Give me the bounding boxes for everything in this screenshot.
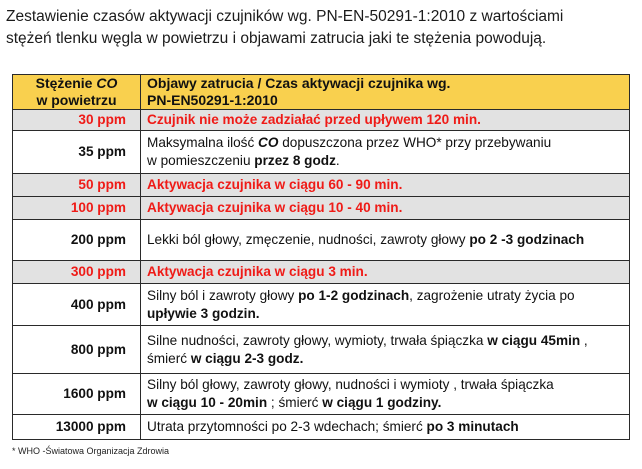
bold-span: upływie 3 godzin. (147, 305, 260, 321)
concentration-cell: 300 ppm (13, 261, 141, 284)
concentration-cell: 50 ppm (13, 174, 141, 197)
header-symptoms-label: Objawy zatrucia / Czas aktywacji czujnika wg. (147, 75, 451, 91)
concentration-cell: 100 ppm (13, 197, 141, 220)
header-co-label: CO (96, 75, 118, 91)
concentration-cell: 1600 ppm (13, 374, 141, 415)
footnote: * WHO -Światowa Organizacja Zdrowia (12, 446, 170, 456)
bold-span: po 2 -3 godzinach (469, 232, 585, 247)
text-span: ; śmierć (267, 395, 323, 410)
table-row (13, 261, 630, 284)
header-in-air-label: w powietrzu (36, 92, 117, 108)
description-cell: Aktywacja czujnika w ciągu 3 min. (141, 261, 630, 284)
description-cell: Czujnik nie może zadziałać przed upływem 120 min. (141, 110, 630, 131)
text-span: Silny ból głowy, zawroty głowy, nudności i wymioty , trwała śpiączka (147, 377, 554, 392)
header-concentration-label: Stężenie (35, 75, 97, 91)
concentration-cell: 13000 ppm (13, 415, 141, 440)
description-cell (141, 415, 630, 440)
bold-span: w ciągu 2-3 godz. (190, 350, 304, 366)
description-cell (141, 131, 630, 174)
intro-line-1: Zestawienie czasów aktywacji czujników wg. PN-EN-50291-1:2010 z wartościami (6, 8, 564, 25)
text-span: Maksymalna ilość (147, 135, 259, 150)
bold-span: w ciągu 10 - 20min (147, 395, 268, 410)
text-span: Silny ból i zawroty głowy (147, 287, 299, 303)
concentration-cell: 35 ppm (13, 131, 141, 174)
text-span: , (580, 332, 588, 348)
bold-span: w ciągu 1 godziny. (322, 395, 442, 410)
text-span: Lekki ból głowy, zmęczenie, nudności, zawroty głowy (147, 232, 470, 247)
text-span: śmierć (147, 350, 191, 366)
table-row (13, 110, 630, 131)
text-span: dopuszczona przez WHO* przy przebywaniu (278, 135, 552, 150)
header-standard-label: PN-EN50291-1:2010 (147, 92, 278, 108)
bold-span: po 3 minutach (426, 419, 519, 434)
bold-span: w ciągu 45min (487, 332, 581, 348)
table-row (13, 220, 630, 261)
text-span: w pomieszczeniu (147, 153, 255, 168)
table-row (13, 415, 630, 440)
intro-line-2: stężeń tlenku węgla w powietrzu i objawami zatrucia jaki te stężenia powodują. (6, 30, 547, 47)
table-row (13, 374, 630, 415)
description-cell: Aktywacja czujnika w ciągu 10 - 40 min. (141, 197, 630, 220)
co-concentration-table (12, 74, 630, 440)
concentration-cell: 400 ppm (13, 284, 141, 326)
table-row (13, 174, 630, 197)
concentration-cell: 200 ppm (13, 220, 141, 261)
table-row (13, 197, 630, 220)
table-row (13, 326, 630, 374)
table-header-row (13, 75, 630, 110)
text-span: Silne nudności, zawroty głowy, wymioty, trwała śpiączka (147, 332, 488, 348)
bold-span: po 1-2 godzinach (298, 287, 410, 303)
co-emphasis: CO (258, 135, 279, 150)
description-cell: Aktywacja czujnika w ciągu 60 - 90 min. (141, 174, 630, 197)
header-concentration (13, 75, 141, 110)
header-symptoms (141, 75, 630, 110)
text-span: Utrata przytomności po 2-3 wdechach; śmierć (147, 419, 427, 434)
description-cell (141, 220, 630, 261)
table-row (13, 284, 630, 326)
table-row (13, 131, 630, 174)
description-cell (141, 374, 630, 415)
text-span: , zagrożenie utraty życia po (409, 287, 575, 303)
description-cell (141, 284, 630, 326)
bold-span: przez 8 godz (254, 153, 336, 168)
intro-text (6, 6, 636, 50)
description-cell (141, 326, 630, 374)
text-span: . (335, 153, 340, 168)
concentration-cell: 800 ppm (13, 326, 141, 374)
concentration-cell: 30 ppm (13, 110, 141, 131)
